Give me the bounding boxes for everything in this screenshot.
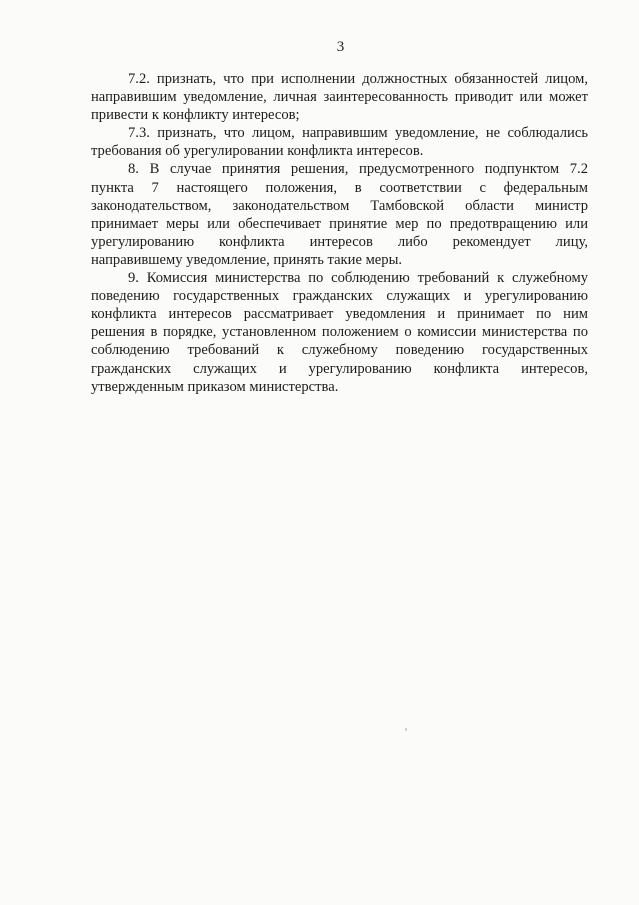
text-line: законодательством, законодательством Тамбовской области министр [91,197,588,214]
paragraph-7-3 [91,124,588,160]
scan-dust-mark [405,728,407,731]
text-line: конфликта интересов рассматривает уведомления и принимает по ним [91,306,588,323]
text-line: привести к конфликту интересов; [91,107,300,124]
text-line: пункта 7 настоящего положения, в соответствии с федеральным [91,179,588,196]
text-line: 7.2. признать, что при исполнении должностных обязанностей лицом, [128,71,588,87]
paragraph-7-2 [91,70,588,124]
text-line: принимает меры или обеспечивает принятие мер по предотвращению или [91,215,588,232]
text-line: урегулированию конфликта интересов либо рекомендует лицу, [91,233,588,250]
text-line: направившему уведомление, принять такие меры. [91,251,403,268]
text-line: утвержденным приказом министерства. [91,378,339,395]
text-line: 7.3. признать, что лицом, направившим уведомление, не соблюдались [128,125,588,142]
text-line: 9. Комиссия министерства по соблюдению требований к служебному [128,270,588,287]
document-body [91,70,588,396]
text-line: поведению государственных гражданских служащих и урегулированию [91,288,588,305]
text-line: требования об урегулировании конфликта интересов. [91,143,424,160]
text-line: направившим уведомление, личная заинтересованность приводит или может [91,89,588,106]
text-line: гражданских служащих и урегулированию конфликта интересов, [91,360,588,377]
text-line: 8. В случае принятия решения, предусмотренного подпунктом 7.2 [128,161,588,178]
page-number: 3 [336,39,345,55]
text-line: решения в порядке, установленном положением о комиссии министерства по [91,324,588,341]
text-line: соблюдению требований к служебному поведению государственных [91,342,588,359]
paragraph-8 [91,160,588,269]
paragraph-9 [91,269,588,396]
